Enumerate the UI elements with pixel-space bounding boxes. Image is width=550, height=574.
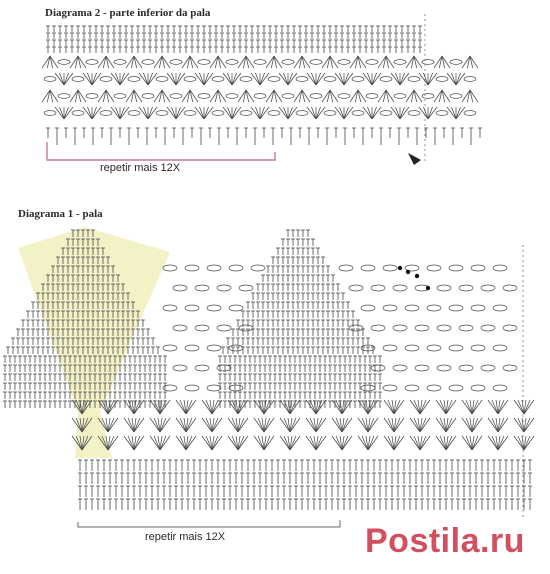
fan-stitch-symbol bbox=[344, 107, 349, 119]
fan-stitch-symbol bbox=[176, 73, 181, 85]
chain-stitch-symbol bbox=[405, 345, 419, 351]
chain-stitch-symbol bbox=[383, 345, 397, 351]
fan-stitch-symbol bbox=[64, 73, 69, 85]
chain-stitch-symbol bbox=[503, 325, 517, 331]
fan-stitch-symbol bbox=[116, 107, 121, 119]
postila-watermark: Postila.ru bbox=[365, 522, 525, 560]
chain-stitch-symbol bbox=[471, 265, 485, 271]
chain-stitch-symbol bbox=[493, 305, 507, 311]
fan-stitch-symbol bbox=[172, 107, 177, 119]
fan-stitch-symbol bbox=[288, 73, 293, 85]
fan-stitch-symbol bbox=[424, 107, 429, 119]
chain-stitch-symbol bbox=[371, 285, 385, 291]
diagram-2-title: Diagrama 2 - parte inferior da pala bbox=[45, 7, 211, 19]
chain-stitch-symbol bbox=[380, 111, 392, 116]
chain-stitch-symbol bbox=[229, 305, 243, 311]
chain-stitch-symbol bbox=[371, 325, 385, 331]
chain-stitch-symbol bbox=[282, 94, 294, 99]
fan-stitch-symbol bbox=[88, 73, 93, 85]
chain-stitch-symbol bbox=[173, 365, 187, 371]
chain-stitch-symbol bbox=[226, 60, 238, 65]
fan-stitch-symbol bbox=[368, 107, 373, 119]
fan-stitch-symbol bbox=[284, 107, 289, 119]
chain-stitch-symbol bbox=[282, 60, 294, 65]
chain-stitch-symbol bbox=[217, 285, 231, 291]
chain-stitch-symbol bbox=[383, 385, 397, 391]
fan-stitch-symbol bbox=[92, 73, 97, 85]
chain-stitch-symbol bbox=[493, 345, 507, 351]
chain-stitch-symbol bbox=[408, 77, 420, 82]
fan-stitch-symbol bbox=[60, 107, 65, 119]
chain-stitch-symbol bbox=[310, 60, 322, 65]
chain-stitch-symbol bbox=[422, 94, 434, 99]
fan-stitch-symbol bbox=[340, 73, 345, 85]
chain-stitch-symbol bbox=[254, 94, 266, 99]
chain-stitch-symbol bbox=[449, 345, 463, 351]
chain-stitch-symbol bbox=[185, 345, 199, 351]
chain-stitch-symbol bbox=[383, 265, 397, 271]
chain-stitch-symbol bbox=[471, 345, 485, 351]
fan-stitch-symbol bbox=[200, 107, 205, 119]
chain-stitch-symbol bbox=[436, 77, 448, 82]
chain-stitch-symbol bbox=[251, 265, 265, 271]
chain-stitch-symbol bbox=[185, 305, 199, 311]
chain-stitch-symbol bbox=[450, 94, 462, 99]
chain-stitch-symbol bbox=[405, 305, 419, 311]
chain-stitch-symbol bbox=[349, 325, 363, 331]
chain-stitch-symbol bbox=[503, 285, 517, 291]
chain-stitch-symbol bbox=[44, 77, 56, 82]
slip-stitch-dot bbox=[398, 266, 402, 270]
chain-stitch-symbol bbox=[195, 285, 209, 291]
fan-stitch-symbol bbox=[228, 107, 233, 119]
chain-stitch-symbol bbox=[339, 265, 353, 271]
fan-stitch-symbol bbox=[167, 107, 176, 119]
chain-stitch-symbol bbox=[493, 385, 507, 391]
chain-stitch-symbol bbox=[405, 385, 419, 391]
chain-stitch-symbol bbox=[464, 77, 476, 82]
chain-stitch-symbol bbox=[349, 285, 363, 291]
chain-stitch-symbol bbox=[481, 325, 495, 331]
chain-stitch-symbol bbox=[184, 111, 196, 116]
fan-stitch-symbol bbox=[284, 73, 289, 85]
fan-stitch-symbol bbox=[144, 73, 149, 85]
chain-stitch-symbol bbox=[142, 94, 154, 99]
chain-stitch-symbol bbox=[198, 94, 210, 99]
chain-stitch-symbol bbox=[44, 111, 56, 116]
chain-stitch-symbol bbox=[436, 111, 448, 116]
slip-stitch-dot bbox=[415, 274, 419, 278]
chain-stitch-symbol bbox=[128, 111, 140, 116]
chain-stitch-symbol bbox=[464, 111, 476, 116]
fan-stitch-symbol bbox=[312, 107, 317, 119]
fan-stitch-symbol bbox=[456, 73, 461, 85]
fan-stitch-symbol bbox=[64, 107, 69, 119]
fan-stitch-symbol bbox=[456, 107, 461, 119]
chain-stitch-symbol bbox=[427, 265, 441, 271]
chain-stitch-symbol bbox=[459, 365, 473, 371]
chain-stitch-symbol bbox=[394, 60, 406, 65]
diagram-1-title: Diagrama 1 - pala bbox=[18, 208, 103, 220]
chain-stitch-symbol bbox=[437, 285, 451, 291]
fan-stitch-symbol bbox=[116, 73, 121, 85]
fan-stitch-symbol bbox=[195, 107, 204, 119]
chain-stitch-symbol bbox=[408, 111, 420, 116]
fan-stitch-symbol bbox=[424, 73, 429, 85]
chain-stitch-symbol bbox=[239, 325, 253, 331]
fan-stitch-symbol bbox=[316, 107, 321, 119]
chain-stitch-symbol bbox=[226, 94, 238, 99]
chain-stitch-symbol bbox=[361, 385, 375, 391]
fan-stitch-symbol bbox=[176, 107, 181, 119]
chain-stitch-symbol bbox=[310, 94, 322, 99]
fan-stitch-symbol bbox=[144, 107, 149, 119]
fan-stitch-symbol bbox=[88, 107, 93, 119]
chain-stitch-symbol bbox=[437, 325, 451, 331]
chain-stitch-symbol bbox=[427, 305, 441, 311]
chain-stitch-symbol bbox=[471, 385, 485, 391]
fan-stitch-symbol bbox=[260, 107, 265, 119]
fan-stitch-symbol bbox=[428, 107, 433, 119]
chain-stitch-symbol bbox=[173, 285, 187, 291]
chain-stitch-symbol bbox=[383, 305, 397, 311]
chain-stitch-symbol bbox=[503, 365, 517, 371]
fan-stitch-symbol bbox=[223, 107, 232, 119]
chain-stitch-symbol bbox=[207, 345, 221, 351]
chain-stitch-symbol bbox=[240, 77, 252, 82]
chain-stitch-symbol bbox=[352, 77, 364, 82]
fan-stitch-symbol bbox=[372, 107, 377, 119]
chain-stitch-symbol bbox=[217, 365, 231, 371]
chain-stitch-symbol bbox=[459, 285, 473, 291]
chain-stitch-symbol bbox=[163, 265, 177, 271]
chain-stitch-symbol bbox=[415, 325, 429, 331]
chain-stitch-symbol bbox=[361, 305, 375, 311]
chain-stitch-symbol bbox=[338, 94, 350, 99]
fan-stitch-symbol bbox=[120, 107, 125, 119]
chain-stitch-symbol bbox=[185, 385, 199, 391]
chain-stitch-symbol bbox=[128, 77, 140, 82]
fan-stitch-symbol bbox=[60, 73, 65, 85]
fan-stitch-symbol bbox=[396, 107, 401, 119]
repeat-bracket-diagram-1 bbox=[78, 520, 340, 527]
chain-stitch-symbol bbox=[229, 345, 243, 351]
fan-stitch-symbol bbox=[232, 107, 237, 119]
chain-stitch-symbol bbox=[324, 111, 336, 116]
chain-stitch-symbol bbox=[72, 77, 84, 82]
fan-stitch-symbol bbox=[260, 73, 265, 85]
slip-stitch-dot bbox=[426, 286, 430, 290]
chain-stitch-symbol bbox=[173, 325, 187, 331]
fan-stitch-symbol bbox=[452, 73, 457, 85]
highlighted-repeat-section bbox=[18, 227, 170, 458]
fan-stitch-symbol bbox=[228, 73, 233, 85]
fan-stitch-symbol bbox=[167, 73, 176, 85]
chain-stitch-symbol bbox=[114, 60, 126, 65]
chain-stitch-symbol bbox=[170, 60, 182, 65]
diagram-2-stitches bbox=[42, 14, 482, 161]
chain-stitch-symbol bbox=[324, 77, 336, 82]
fan-stitch-symbol bbox=[344, 73, 349, 85]
chain-stitch-symbol bbox=[184, 77, 196, 82]
chain-stitch-symbol bbox=[114, 94, 126, 99]
fan-stitch-symbol bbox=[148, 107, 153, 119]
fan-stitch-symbol bbox=[251, 73, 260, 85]
chain-stitch-symbol bbox=[450, 60, 462, 65]
chain-stitch-symbol bbox=[296, 77, 308, 82]
chain-stitch-symbol bbox=[371, 365, 385, 371]
chain-stitch-symbol bbox=[212, 77, 224, 82]
chain-stitch-symbol bbox=[100, 77, 112, 82]
chain-stitch-symbol bbox=[352, 111, 364, 116]
chain-stitch-symbol bbox=[217, 325, 231, 331]
chain-stitch-symbol bbox=[86, 60, 98, 65]
start-arrow-icon bbox=[408, 153, 421, 165]
chain-stitch-symbol bbox=[185, 265, 199, 271]
chain-stitch-symbol bbox=[100, 111, 112, 116]
chain-stitch-symbol bbox=[207, 265, 221, 271]
fan-stitch-symbol bbox=[452, 107, 457, 119]
fan-stitch-symbol bbox=[396, 73, 401, 85]
chain-stitch-symbol bbox=[481, 285, 495, 291]
fan-stitch-symbol bbox=[372, 73, 377, 85]
chain-stitch-symbol bbox=[195, 365, 209, 371]
chain-stitch-symbol bbox=[212, 111, 224, 116]
chain-stitch-symbol bbox=[437, 365, 451, 371]
chain-stitch-symbol bbox=[170, 94, 182, 99]
chain-stitch-symbol bbox=[58, 60, 70, 65]
repeat-bracket-diagram-2 bbox=[47, 142, 275, 160]
fan-stitch-symbol bbox=[148, 73, 153, 85]
fan-stitch-symbol bbox=[223, 73, 232, 85]
diagram-2-repeat-label: repetir mais 12X bbox=[100, 162, 181, 174]
chain-stitch-symbol bbox=[163, 305, 177, 311]
chain-stitch-symbol bbox=[229, 265, 243, 271]
fan-stitch-symbol bbox=[172, 73, 177, 85]
fan-stitch-symbol bbox=[120, 73, 125, 85]
fan-stitch-symbol bbox=[92, 107, 97, 119]
fan-stitch-symbol bbox=[340, 107, 345, 119]
chain-stitch-symbol bbox=[268, 111, 280, 116]
chain-stitch-symbol bbox=[338, 60, 350, 65]
chain-stitch-symbol bbox=[156, 77, 168, 82]
chain-stitch-symbol bbox=[163, 345, 177, 351]
chain-stitch-symbol bbox=[449, 385, 463, 391]
chain-stitch-symbol bbox=[86, 94, 98, 99]
chain-stitch-symbol bbox=[156, 111, 168, 116]
fan-stitch-symbol bbox=[204, 73, 209, 85]
chain-stitch-symbol bbox=[493, 265, 507, 271]
fan-stitch-symbol bbox=[428, 73, 433, 85]
chain-stitch-symbol bbox=[415, 365, 429, 371]
fan-stitch-symbol bbox=[256, 73, 261, 85]
chain-stitch-symbol bbox=[254, 60, 266, 65]
chain-stitch-symbol bbox=[239, 285, 253, 291]
chain-stitch-symbol bbox=[481, 365, 495, 371]
fan-stitch-symbol bbox=[312, 73, 317, 85]
chain-stitch-symbol bbox=[72, 111, 84, 116]
chain-stitch-symbol bbox=[422, 60, 434, 65]
chain-stitch-symbol bbox=[449, 265, 463, 271]
fan-stitch-symbol bbox=[316, 73, 321, 85]
fan-stitch-symbol bbox=[204, 107, 209, 119]
chain-stitch-symbol bbox=[471, 305, 485, 311]
chain-stitch-symbol bbox=[366, 60, 378, 65]
chain-stitch-symbol bbox=[393, 365, 407, 371]
fan-stitch-symbol bbox=[232, 73, 237, 85]
chain-stitch-symbol bbox=[427, 385, 441, 391]
chain-stitch-symbol bbox=[229, 385, 243, 391]
chain-stitch-symbol bbox=[361, 265, 375, 271]
chain-stitch-symbol bbox=[142, 60, 154, 65]
fan-stitch-symbol bbox=[400, 107, 405, 119]
fan-stitch-symbol bbox=[256, 107, 261, 119]
diagram-1-repeat-label: repetir mais 12X bbox=[145, 531, 226, 543]
fan-stitch-symbol bbox=[288, 107, 293, 119]
chain-stitch-symbol bbox=[296, 111, 308, 116]
chain-stitch-symbol bbox=[394, 94, 406, 99]
chain-stitch-symbol bbox=[58, 94, 70, 99]
chain-stitch-symbol bbox=[195, 325, 209, 331]
fan-stitch-symbol bbox=[400, 73, 405, 85]
chain-stitch-symbol bbox=[393, 325, 407, 331]
fan-stitch-symbol bbox=[368, 73, 373, 85]
chain-stitch-symbol bbox=[393, 285, 407, 291]
chain-stitch-symbol bbox=[449, 305, 463, 311]
chain-stitch-symbol bbox=[459, 325, 473, 331]
chain-stitch-symbol bbox=[380, 77, 392, 82]
fan-stitch-symbol bbox=[251, 107, 260, 119]
chain-stitch-symbol bbox=[207, 385, 221, 391]
chain-stitch-symbol bbox=[240, 111, 252, 116]
fan-stitch-symbol bbox=[195, 73, 204, 85]
fan-stitch-symbol bbox=[200, 73, 205, 85]
slip-stitch-dot bbox=[406, 270, 410, 274]
chain-stitch-symbol bbox=[427, 345, 441, 351]
chain-stitch-symbol bbox=[207, 305, 221, 311]
chain-stitch-symbol bbox=[198, 60, 210, 65]
chain-stitch-symbol bbox=[268, 77, 280, 82]
chain-stitch-symbol bbox=[366, 94, 378, 99]
